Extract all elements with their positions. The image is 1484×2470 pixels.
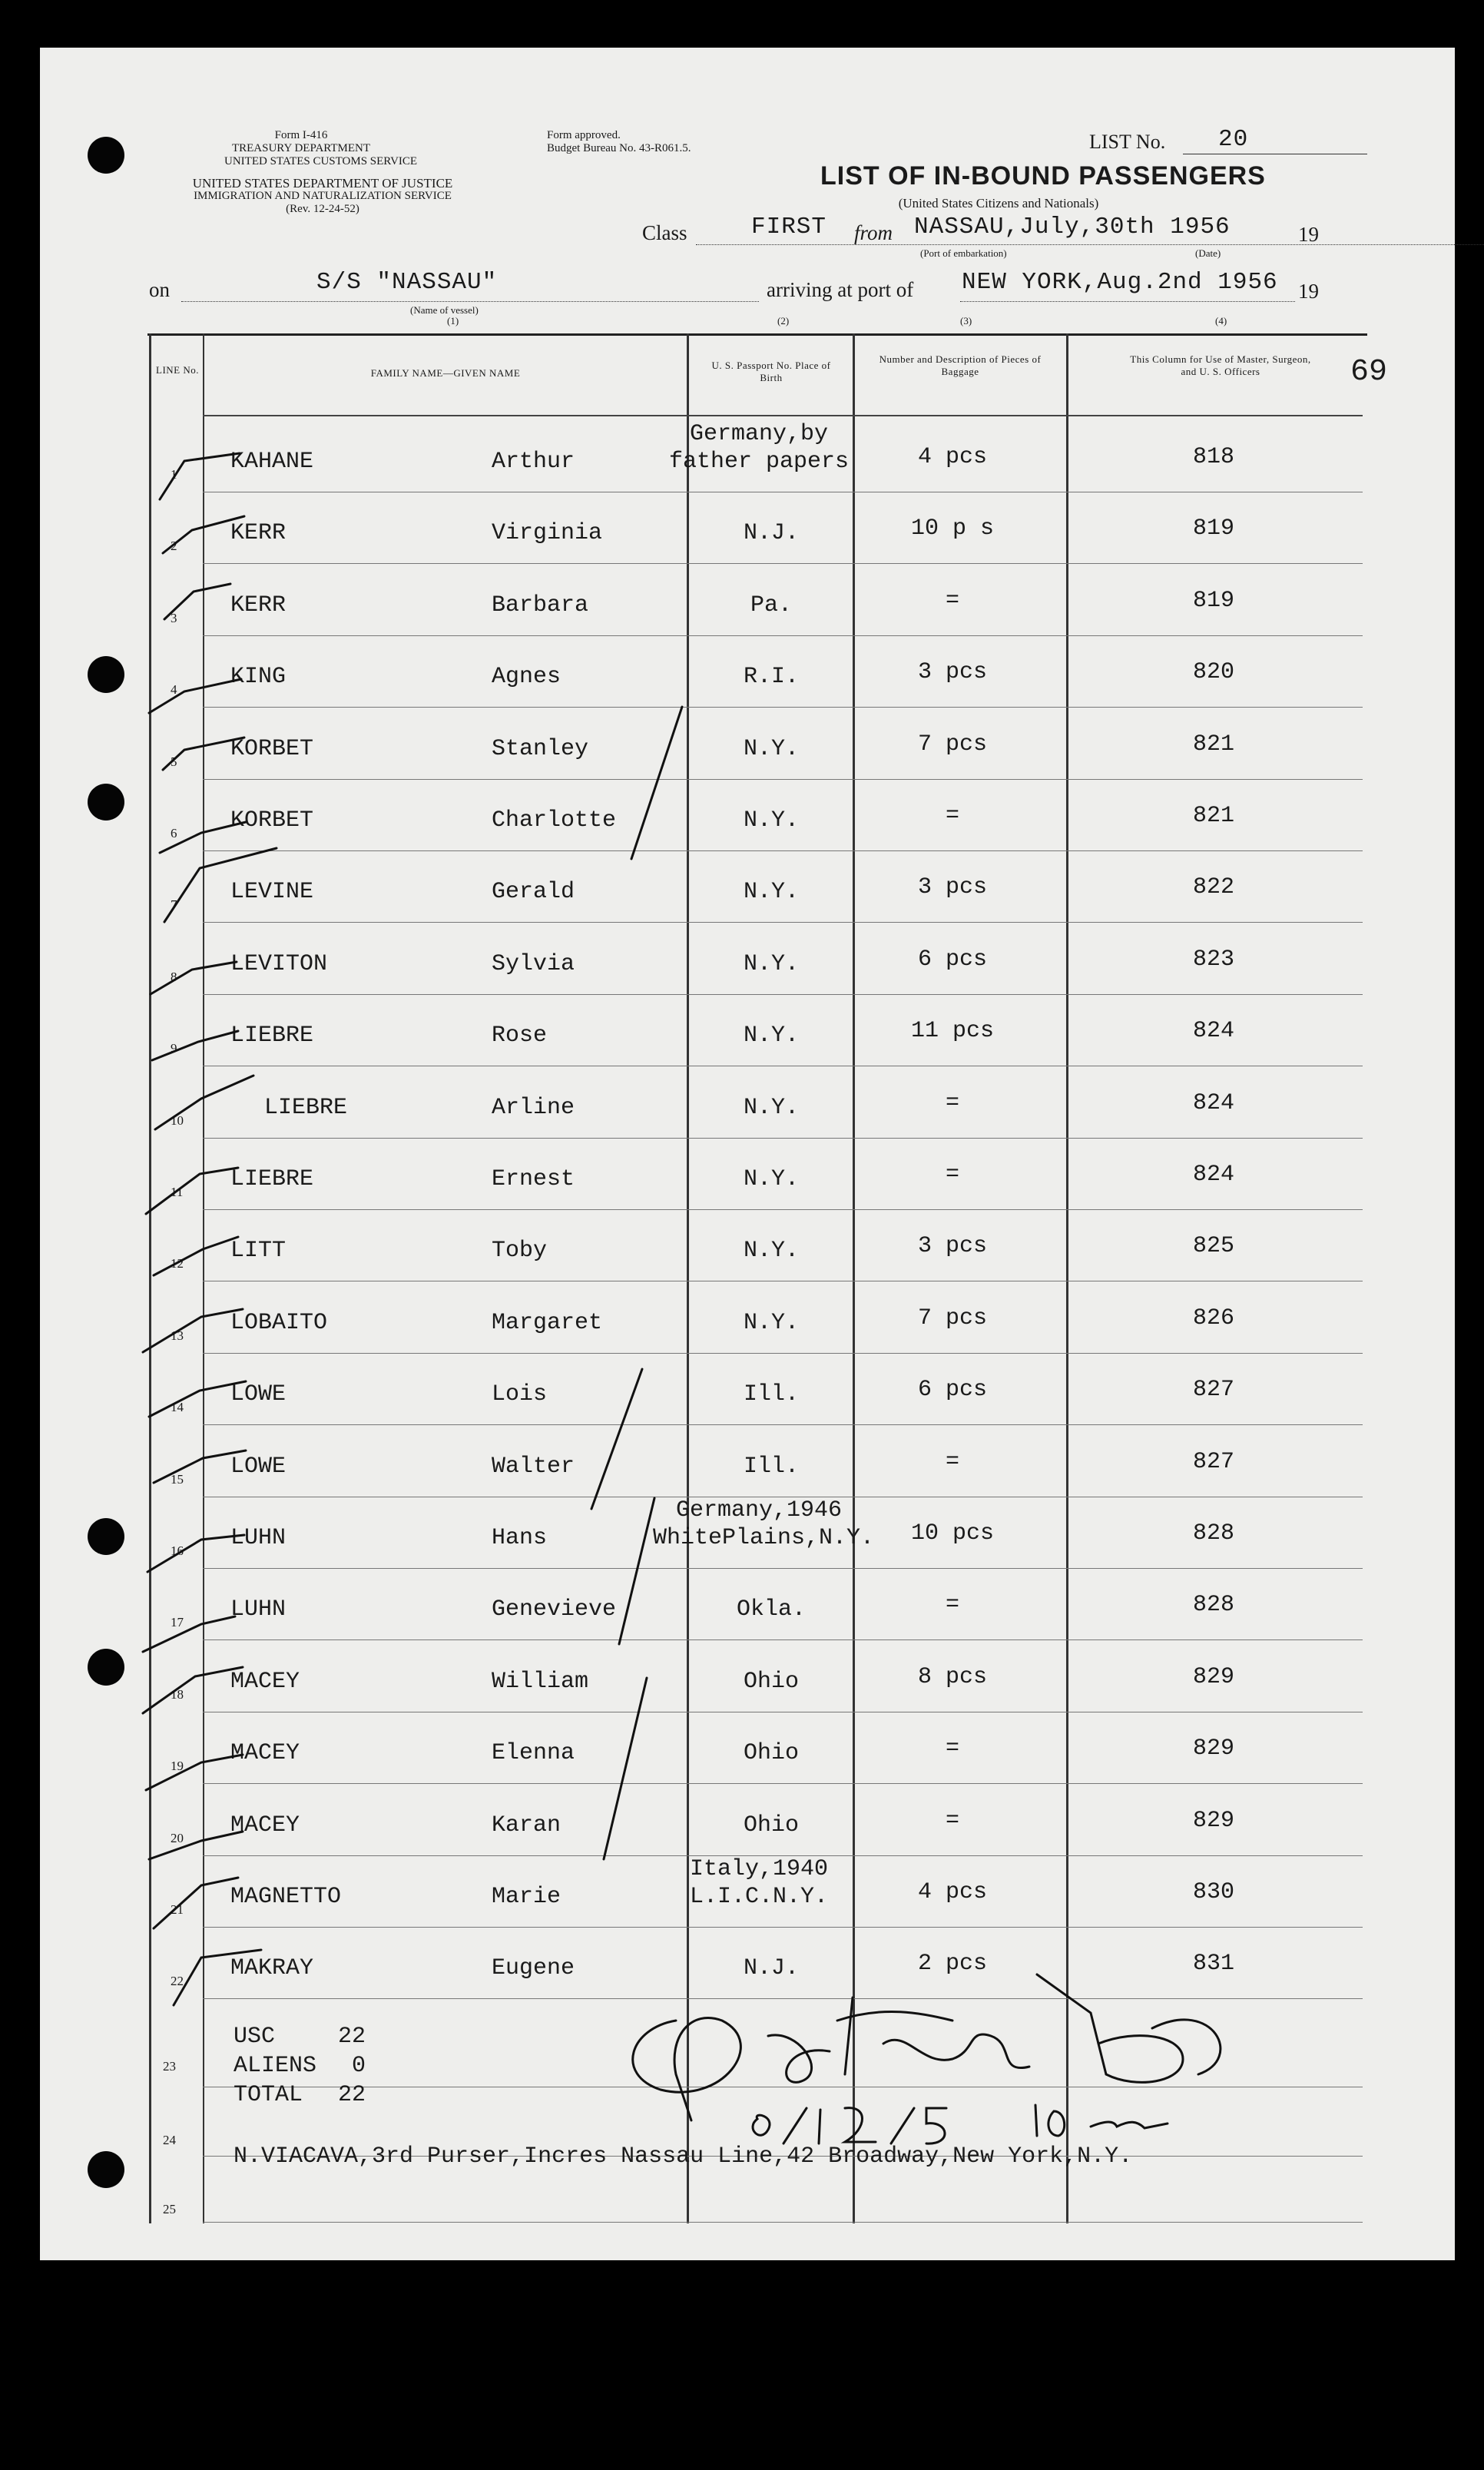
place-of-birth-line-1: Italy,1940: [689, 1856, 829, 1882]
checkmark-icon: [149, 1381, 246, 1417]
place-of-birth: N.Y.: [743, 1094, 799, 1121]
given-name: Genevieve: [492, 1596, 617, 1623]
column-number-2: (2): [777, 315, 790, 327]
checkmark-icon: [154, 1237, 238, 1275]
baggage-count: =: [945, 1448, 959, 1475]
signature-mark: [633, 2017, 741, 2120]
place-of-birth: N.Y.: [743, 879, 799, 906]
family-name: KERR: [230, 520, 287, 547]
usc-value: 22: [338, 2024, 366, 2050]
officer-number: 824: [1192, 1018, 1234, 1045]
place-of-birth-line-1: Germany,by: [689, 421, 829, 447]
family-name: LOWE: [230, 1453, 287, 1480]
aliens-label: ALIENS: [234, 2053, 317, 2079]
line-number: 2: [171, 539, 177, 554]
checkmark-icon: [154, 1878, 238, 1928]
vessel-caption: (Name of vessel): [410, 304, 479, 316]
treasury-label: TREASURY DEPARTMENT: [231, 142, 371, 154]
officer-number: 825: [1192, 1233, 1234, 1260]
from-label: from: [854, 221, 893, 244]
baggage-count: 4 pcs: [917, 444, 987, 470]
officer-number: 824: [1192, 1162, 1234, 1188]
line-number: 22: [171, 1974, 184, 1989]
line-number: 15: [171, 1471, 184, 1487]
place-of-birth: Ohio: [743, 1740, 799, 1767]
baggage-count: 6 pcs: [917, 946, 987, 973]
baggage-count: =: [945, 1736, 959, 1762]
baggage-count: 8 pcs: [917, 1663, 987, 1690]
column-header-line: LINE No.: [156, 364, 199, 376]
family-name: MACEY: [230, 1812, 300, 1838]
line-number: 24: [163, 2133, 176, 2147]
baggage-count: 3 pcs: [917, 1233, 987, 1260]
given-name: Rose: [492, 1023, 548, 1049]
given-name: Lois: [492, 1381, 548, 1408]
column-header-baggage: Number and Description of Pieces of Baggage: [879, 353, 1042, 377]
list-no-label: LIST No.: [1089, 131, 1166, 153]
officer-number: 829: [1192, 1807, 1234, 1834]
column-number-4: (4): [1215, 315, 1227, 327]
family-name: LEVINE: [230, 879, 314, 906]
checkmark-icon: [154, 1451, 246, 1483]
place-of-birth: R.I.: [743, 664, 799, 691]
form-number: Form I-416: [274, 129, 328, 141]
officer-number: 821: [1192, 731, 1234, 758]
total-value: 22: [338, 2082, 366, 2108]
family-name: LIEBRE: [230, 1023, 314, 1049]
line-number: 14: [171, 1400, 184, 1415]
officer-number: 818: [1192, 444, 1234, 470]
given-name: Arline: [492, 1094, 575, 1121]
class-label: Class: [642, 221, 687, 244]
place-of-birth: N.J.: [743, 1955, 799, 1982]
given-name: Toby: [492, 1238, 548, 1265]
officer-number: 826: [1192, 1305, 1234, 1331]
line-number: 6: [171, 826, 177, 840]
family-name: LUHN: [230, 1525, 287, 1551]
given-name: William: [492, 1668, 589, 1695]
year-prefix-2: 19: [1298, 280, 1319, 303]
place-of-birth-line-2: WhitePlains,N.Y.: [653, 1525, 875, 1551]
line-number: 7: [171, 897, 177, 913]
officer-number: 828: [1192, 1592, 1234, 1619]
line-number: 16: [171, 1543, 184, 1558]
checkmark-icon: [146, 1755, 243, 1790]
place-of-birth: Ill.: [743, 1453, 799, 1480]
family-name: KING: [230, 664, 287, 691]
family-name: LEVITON: [230, 950, 328, 977]
officer-number: 822: [1192, 874, 1234, 901]
officer-number: 827: [1192, 1448, 1234, 1475]
given-name: Sylvia: [492, 950, 575, 977]
checkmark-icon: [164, 848, 277, 922]
family-name: KORBET: [230, 735, 314, 762]
checkmark-icon: [143, 1616, 235, 1652]
budget-bureau-label: Budget Bureau No. 43-R061.5.: [547, 142, 691, 154]
baggage-count: =: [945, 1089, 959, 1116]
place-of-birth-line-1: Germany,1946: [675, 1497, 843, 1523]
officer-number: 831: [1192, 1951, 1234, 1978]
usc-label: USC: [234, 2024, 276, 2050]
place-of-birth: N.J.: [743, 520, 799, 547]
place-of-birth: Pa.: [750, 592, 792, 618]
line-number: 17: [171, 1615, 184, 1630]
checkmark-icon: [151, 962, 237, 994]
line-number: 4: [171, 682, 177, 698]
officer-number: 828: [1192, 1520, 1234, 1547]
family-name: KERR: [230, 592, 287, 618]
family-name: MACEY: [230, 1668, 300, 1695]
baggage-count: 3 pcs: [917, 659, 987, 686]
column-header-officers: This Column for Use of Master, Surgeon, and U. S. Officers: [1130, 353, 1311, 377]
checkmark-icon: [149, 1832, 243, 1859]
list-no-value: 20: [1218, 126, 1249, 153]
vessel-name: S/S "NASSAU": [316, 269, 498, 296]
checkmark-icon: [163, 516, 244, 553]
given-name: Hans: [492, 1525, 548, 1551]
total-label: TOTAL: [234, 2082, 303, 2108]
checkmark-icon: [152, 1031, 238, 1060]
line-number: 20: [171, 1830, 184, 1845]
family-name: LUHN: [230, 1596, 287, 1623]
place-of-birth: N.Y.: [743, 807, 799, 834]
column-header-passport: U. S. Passport No. Place of Birth: [711, 360, 831, 383]
place-of-birth: N.Y.: [743, 735, 799, 762]
place-of-birth: N.Y.: [743, 1023, 799, 1049]
checkmark-icon: [164, 584, 230, 619]
place-of-birth: Ohio: [743, 1668, 799, 1695]
family-name: LOWE: [230, 1381, 287, 1408]
family-name: MAKRAY: [230, 1955, 314, 1982]
given-name: Virginia: [492, 520, 603, 547]
checkmark-icon: [146, 1168, 238, 1214]
baggage-count: 10 pcs: [910, 1520, 995, 1547]
doj-label: UNITED STATES DEPARTMENT OF JUSTICE: [192, 176, 453, 191]
given-name: Charlotte: [492, 807, 617, 834]
class-value: FIRST: [751, 214, 827, 240]
line-number: 23: [163, 2059, 176, 2074]
given-name: Eugene: [492, 1955, 575, 1982]
given-name: Stanley: [492, 735, 589, 762]
baggage-count: 4 pcs: [917, 1879, 987, 1905]
baggage-count: =: [945, 803, 959, 829]
checkmark-icon: [160, 822, 246, 853]
page-subtitle: (United States Citizens and Nationals): [898, 196, 1099, 211]
port-caption: (Port of embarkation): [920, 247, 1007, 259]
line-number: 10: [171, 1112, 184, 1128]
baggage-count: =: [945, 587, 959, 614]
place-of-birth: Ohio: [743, 1812, 799, 1838]
place-of-birth-line-2: L.I.C.N.Y.: [689, 1884, 829, 1910]
place-of-birth-line-2: father papers: [668, 449, 850, 475]
checkmark-icon: [143, 1667, 243, 1713]
line-number: 3: [171, 610, 177, 625]
column-number-1: (1): [447, 315, 459, 327]
checkmark-icon: [163, 738, 244, 770]
baggage-count: 7 pcs: [917, 1305, 987, 1331]
baggage-count: =: [945, 1162, 959, 1188]
officer-number: 829: [1192, 1736, 1234, 1762]
family-name: LIEBRE: [264, 1094, 348, 1121]
baggage-count: 11 pcs: [910, 1018, 995, 1045]
date-caption: (Date): [1195, 247, 1221, 259]
officer-number: 821: [1192, 803, 1234, 829]
given-name: Karan: [492, 1812, 561, 1838]
given-name: Ernest: [492, 1166, 575, 1192]
place-of-birth: N.Y.: [743, 1166, 799, 1192]
page-number: 69: [1350, 355, 1388, 390]
officer-number: 829: [1192, 1663, 1234, 1690]
checkmark-icon: [160, 453, 240, 499]
line-number: 5: [171, 754, 177, 769]
baggage-count: 6 pcs: [917, 1377, 987, 1404]
column-header-name: FAMILY NAME—GIVEN NAME: [370, 367, 521, 379]
place-of-birth: Okla.: [736, 1596, 806, 1623]
given-name: Margaret: [492, 1309, 603, 1336]
line-number: 25: [163, 2202, 176, 2216]
officer-number: 824: [1192, 1089, 1234, 1116]
family-name: KORBET: [230, 807, 314, 834]
officer-number: 819: [1192, 587, 1234, 614]
line-number: 21: [171, 1902, 184, 1917]
line-number: 9: [171, 1041, 177, 1056]
given-name: Gerald: [492, 879, 575, 906]
page-title: LIST OF IN-BOUND PASSENGERS: [820, 161, 1266, 191]
ins-label: IMMIGRATION AND NATURALIZATION SERVICE: [194, 190, 452, 202]
given-name: Walter: [492, 1453, 575, 1480]
baggage-count: 3 pcs: [917, 874, 987, 901]
checkmark-icon: [149, 679, 241, 713]
baggage-count: 2 pcs: [917, 1951, 987, 1978]
line-number: 19: [171, 1759, 184, 1774]
place-of-birth: N.Y.: [743, 1309, 799, 1336]
aliens-value: 0: [352, 2053, 366, 2079]
revision-label: (Rev. 12-24-52): [286, 203, 359, 215]
officer-number: 830: [1192, 1879, 1234, 1905]
baggage-count: =: [945, 1807, 959, 1834]
baggage-count: =: [945, 1592, 959, 1619]
purser-line: N.VIACAVA,3rd Purser,Incres Nassau Line,42 Broadway,New York,N.Y.: [234, 2143, 1133, 2170]
line-number: 8: [171, 969, 177, 984]
arriving-label: arriving at port of: [767, 278, 914, 301]
checkmark-icon: [174, 1950, 261, 2005]
customs-label: UNITED STATES CUSTOMS SERVICE: [224, 155, 418, 167]
family-name: MAGNETTO: [230, 1884, 342, 1910]
embarkation-value: NASSAU,July,30th 1956: [914, 214, 1231, 240]
officer-number: 819: [1192, 516, 1234, 542]
checkmark-icon: [143, 1309, 243, 1352]
year-prefix-1: 19: [1298, 223, 1319, 246]
given-name: Barbara: [492, 592, 589, 618]
column-number-3: (3): [960, 315, 972, 327]
officer-number: 820: [1192, 659, 1234, 686]
place-of-birth: Ill.: [743, 1381, 799, 1408]
approval-label: Form approved.: [547, 129, 621, 141]
officer-number: 823: [1192, 946, 1234, 973]
place-of-birth: N.Y.: [743, 1238, 799, 1265]
family-name: LIEBRE: [230, 1166, 314, 1192]
line-number: 11: [171, 1185, 184, 1199]
family-name: KAHANE: [230, 449, 314, 475]
baggage-count: 7 pcs: [917, 731, 987, 758]
line-number: 13: [171, 1328, 184, 1343]
line-number: 18: [171, 1686, 184, 1702]
family-name: LOBAITO: [230, 1309, 328, 1336]
given-name: Agnes: [492, 664, 561, 691]
given-name: Elenna: [492, 1740, 575, 1767]
place-of-birth: N.Y.: [743, 950, 799, 977]
checkmark-icon: [155, 1076, 253, 1129]
line-number: 1: [171, 467, 177, 482]
line-number: 12: [171, 1256, 184, 1271]
family-name: MACEY: [230, 1740, 300, 1767]
given-name: Arthur: [492, 449, 575, 475]
on-label: on: [149, 278, 170, 301]
family-name: LITT: [230, 1238, 287, 1265]
arrival-value: NEW YORK,Aug.2nd 1956: [962, 269, 1278, 296]
checkmark-icon: [147, 1535, 244, 1572]
baggage-count: 10 p s: [910, 516, 995, 542]
given-name: Marie: [492, 1884, 561, 1910]
officer-number: 827: [1192, 1377, 1234, 1404]
